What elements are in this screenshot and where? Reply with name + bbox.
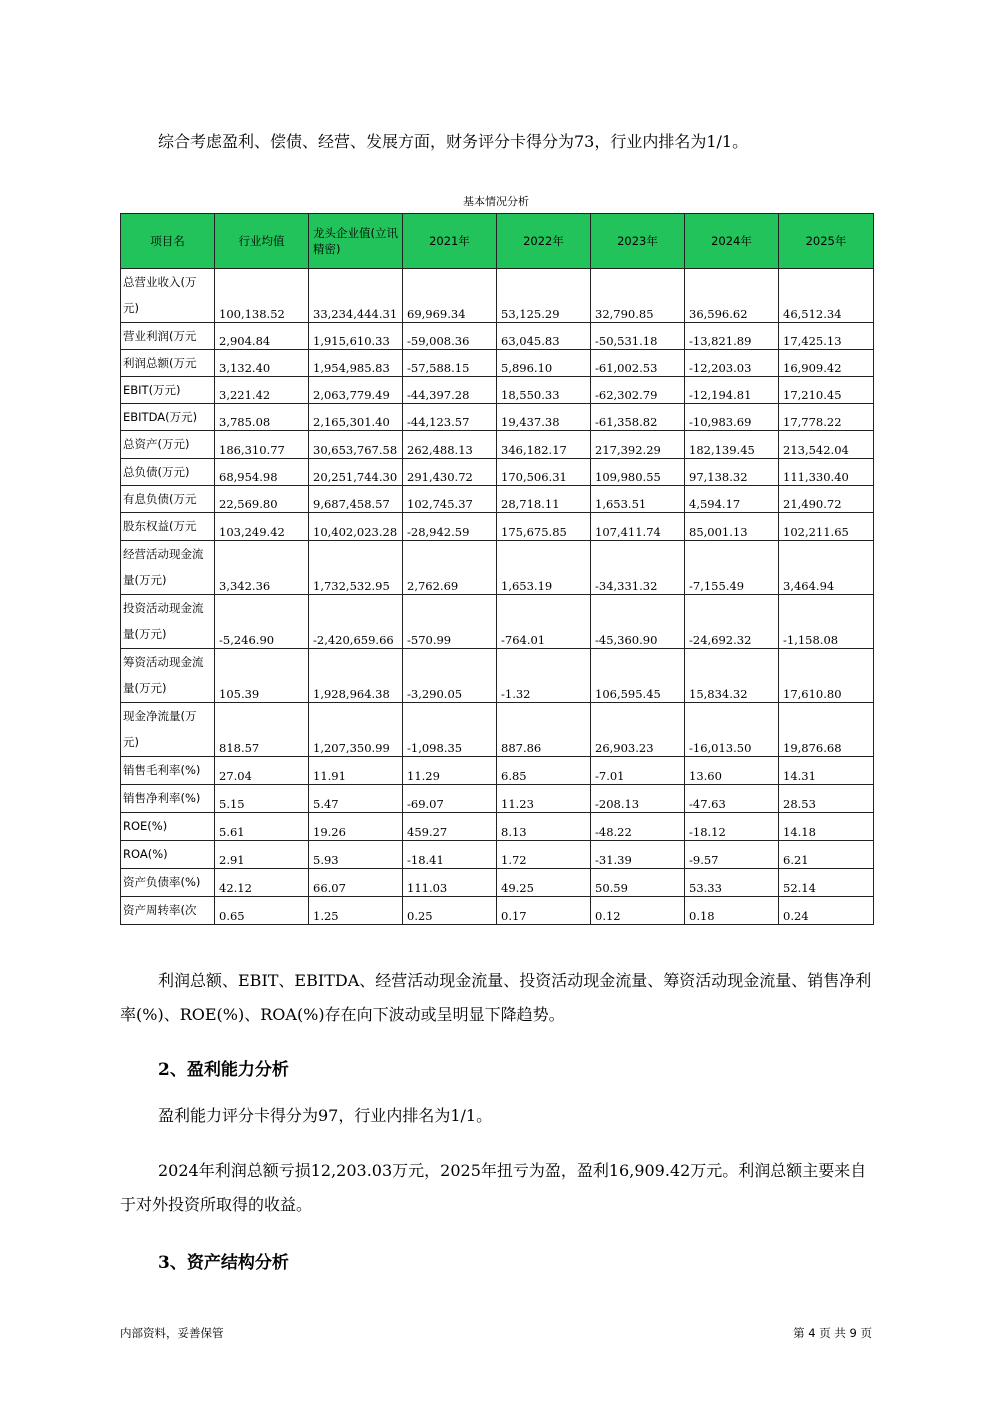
table-cell: -3,290.05 [403,649,497,703]
table-cell: 11.29 [403,757,497,785]
intro-paragraph: 综合考虑盈利、偿债、经营、发展方面，财务评分卡得分为73，行业内排名为1/1。 [158,132,749,151]
table-cell: 26,903.23 [591,703,685,757]
table-header-cell: 项目名 [121,214,215,269]
table-cell: 14.18 [779,813,874,841]
table-cell: 50.59 [591,869,685,897]
table-cell: 28,718.11 [497,486,591,513]
table-cell: 1,732,532.95 [309,541,403,595]
table-row [121,404,874,431]
table-cell: -61,002.53 [591,350,685,377]
table-row [121,869,874,897]
table-cell: 0.17 [497,897,591,925]
table-cell: -44,123.57 [403,404,497,431]
table-cell: -13,821.89 [685,323,779,350]
table-cell: 0.24 [779,897,874,925]
table-cell: 217,392.29 [591,431,685,459]
table-cell: -2,420,659.66 [309,595,403,649]
table-cell: 175,675.85 [497,513,591,541]
table-cell: -61,358.82 [591,404,685,431]
row-label: EBITDA(万元) [121,404,215,431]
table-cell: -62,302.79 [591,377,685,404]
table-row [121,459,874,486]
table-cell: 33,234,444.31 [309,269,403,323]
table-header-cell: 龙头企业值(立讯精密) [309,214,403,269]
table-cell: -570.99 [403,595,497,649]
row-label: 总营业收入(万元) [121,269,215,323]
table-cell: -34,331.32 [591,541,685,595]
section2-profit-paragraph: 2024年利润总额亏损12,203.03万元，2025年扭亏为盈，盈利16,909.42万元。利润总额主要来自于对外投资所取得的收益。 [120,1161,867,1214]
table-cell: 63,045.83 [497,323,591,350]
table-cell: 109,980.55 [591,459,685,486]
table-caption: 基本情况分析 [463,195,529,208]
table-cell: 18,550.33 [497,377,591,404]
table-cell: 17,210.45 [779,377,874,404]
table-cell: 107,411.74 [591,513,685,541]
table-cell: 14.31 [779,757,874,785]
table-cell: 459.27 [403,813,497,841]
trend-paragraph: 利润总额、EBIT、EBITDA、经营活动现金流量、投资活动现金流量、筹资活动现金流量、销售净利率(%)、ROE(%)、ROA(%)存在向下波动或呈明显下降趋势。 [120,971,872,1024]
table-cell: -45,360.90 [591,595,685,649]
table-cell: 2.91 [215,841,309,869]
table-cell: 5.15 [215,785,309,813]
table-cell: -5,246.90 [215,595,309,649]
table-cell: 262,488.13 [403,431,497,459]
table-cell: -57,588.15 [403,350,497,377]
section2-heading: 2、盈利能力分析 [158,1060,289,1080]
table-cell: -16,013.50 [685,703,779,757]
table-cell: 2,904.84 [215,323,309,350]
table-header-cell: 行业均值 [215,214,309,269]
table-row [121,897,874,925]
table-cell: -9.57 [685,841,779,869]
table-cell: 182,139.45 [685,431,779,459]
table-cell: 2,762.69 [403,541,497,595]
table-cell: -59,008.36 [403,323,497,350]
table-cell: 3,464.94 [779,541,874,595]
table-header-row [121,214,874,269]
table-cell: -764.01 [497,595,591,649]
table-cell: 52.14 [779,869,874,897]
table-cell: -50,531.18 [591,323,685,350]
table-cell: 97,138.32 [685,459,779,486]
table-cell: 32,790.85 [591,269,685,323]
table-cell: 0.18 [685,897,779,925]
table-row [121,595,874,649]
table-cell: 1,653.19 [497,541,591,595]
table-cell: -1,158.08 [779,595,874,649]
table-cell: -18.41 [403,841,497,869]
table-cell: 5,896.10 [497,350,591,377]
table-cell: 291,430.72 [403,459,497,486]
row-label: 销售毛利率(%) [121,757,215,785]
table-cell: 42.12 [215,869,309,897]
table-cell: -12,203.03 [685,350,779,377]
table-header-cell: 2023年 [591,214,685,269]
table-cell: 17,610.80 [779,649,874,703]
table-cell: 19.26 [309,813,403,841]
footer-confidential: 内部资料，妥善保管 [120,1326,224,1340]
row-label: 经营活动现金流量(万元) [121,541,215,595]
table-cell: 20,251,744.30 [309,459,403,486]
table-row [121,785,874,813]
table-cell: -31.39 [591,841,685,869]
table-cell: 13.60 [685,757,779,785]
row-label: 总负债(万元) [121,459,215,486]
table-header-cell: 2021年 [403,214,497,269]
row-label: 有息负债(万元 [121,486,215,513]
row-label: 现金净流量(万元) [121,703,215,757]
table-cell: 346,182.17 [497,431,591,459]
table-cell: 5.47 [309,785,403,813]
table-cell: 10,402,023.28 [309,513,403,541]
table-cell: 19,876.68 [779,703,874,757]
table-cell: 1,915,610.33 [309,323,403,350]
table-cell: -48.22 [591,813,685,841]
row-label: 资产负债率(%) [121,869,215,897]
table-row [121,841,874,869]
table-cell: 1,653.51 [591,486,685,513]
row-label: 总资产(万元) [121,431,215,459]
table-cell: 4,594.17 [685,486,779,513]
table-cell: -7.01 [591,757,685,785]
table-cell: 85,001.13 [685,513,779,541]
row-label: 销售净利率(%) [121,785,215,813]
table-cell: 6.85 [497,757,591,785]
row-label: 营业利润(万元 [121,323,215,350]
table-cell: 9,687,458.57 [309,486,403,513]
table-cell: -1.32 [497,649,591,703]
table-cell: 102,745.37 [403,486,497,513]
table-row [121,431,874,459]
row-label: 资产周转率(次 [121,897,215,925]
row-label: EBIT(万元) [121,377,215,404]
table-cell: 213,542.04 [779,431,874,459]
table-header-cell: 2025年 [779,214,874,269]
table-row [121,757,874,785]
table-cell: 22,569.80 [215,486,309,513]
table-cell: 17,425.13 [779,323,874,350]
table-row [121,541,874,595]
row-label: 投资活动现金流量(万元) [121,595,215,649]
table-cell: 1.72 [497,841,591,869]
table-cell: 17,778.22 [779,404,874,431]
row-label: ROE(%) [121,813,215,841]
table-cell: -44,397.28 [403,377,497,404]
table-cell: 53.33 [685,869,779,897]
table-cell: 0.65 [215,897,309,925]
table-row [121,486,874,513]
table-cell: 3,785.08 [215,404,309,431]
section2-score-paragraph: 盈利能力评分卡得分为97，行业内排名为1/1。 [158,1106,493,1125]
table-cell: 106,595.45 [591,649,685,703]
table-cell: 16,909.42 [779,350,874,377]
table-cell: -208.13 [591,785,685,813]
table-row [121,269,874,323]
table-header-cell: 2022年 [497,214,591,269]
table-row [121,323,874,350]
table-cell: 46,512.34 [779,269,874,323]
table-cell: 30,653,767.58 [309,431,403,459]
table-cell: 818.57 [215,703,309,757]
row-label: 筹资活动现金流量(万元) [121,649,215,703]
table-cell: -7,155.49 [685,541,779,595]
row-label: 股东权益(万元 [121,513,215,541]
table-cell: 111,330.40 [779,459,874,486]
table-cell: 2,165,301.40 [309,404,403,431]
table-cell: -10,983.69 [685,404,779,431]
table-cell: 0.25 [403,897,497,925]
table-cell: -24,692.32 [685,595,779,649]
table-cell: -12,194.81 [685,377,779,404]
table-cell: 105.39 [215,649,309,703]
table-cell: 1,928,964.38 [309,649,403,703]
table-cell: 66.07 [309,869,403,897]
table-cell: 1,954,985.83 [309,350,403,377]
table-cell: 53,125.29 [497,269,591,323]
table-row [121,813,874,841]
table-cell: 5.93 [309,841,403,869]
table-cell: 6.21 [779,841,874,869]
table-cell: -47.63 [685,785,779,813]
table-row [121,513,874,541]
table-cell: 68,954.98 [215,459,309,486]
table-cell: 21,490.72 [779,486,874,513]
basic-analysis-table [120,213,874,925]
table-cell: 49.25 [497,869,591,897]
table-cell: 11.91 [309,757,403,785]
section3-heading: 3、资产结构分析 [158,1253,289,1273]
table-cell: 186,310.77 [215,431,309,459]
table-row [121,703,874,757]
table-cell: 100,138.52 [215,269,309,323]
table-cell: 887.86 [497,703,591,757]
table-cell: -69.07 [403,785,497,813]
table-cell: 27.04 [215,757,309,785]
table-cell: 69,969.34 [403,269,497,323]
table-cell: 19,437.38 [497,404,591,431]
table-cell: 2,063,779.49 [309,377,403,404]
row-label: ROA(%) [121,841,215,869]
table-row [121,377,874,404]
table-cell: 3,221.42 [215,377,309,404]
table-cell: 111.03 [403,869,497,897]
table-cell: 15,834.32 [685,649,779,703]
table-cell: -1,098.35 [403,703,497,757]
table-cell: 0.12 [591,897,685,925]
table-cell: 103,249.42 [215,513,309,541]
table-cell: 102,211.65 [779,513,874,541]
table-header-cell: 2024年 [685,214,779,269]
table-row [121,649,874,703]
table-cell: 11.23 [497,785,591,813]
table-cell: 28.53 [779,785,874,813]
table-cell: -28,942.59 [403,513,497,541]
table-cell: 3,342.36 [215,541,309,595]
table-cell: -18.12 [685,813,779,841]
table-cell: 3,132.40 [215,350,309,377]
table-cell: 8.13 [497,813,591,841]
table-cell: 170,506.31 [497,459,591,486]
table-cell: 5.61 [215,813,309,841]
table-cell: 36,596.62 [685,269,779,323]
table-cell: 1.25 [309,897,403,925]
table-cell: 1,207,350.99 [309,703,403,757]
table-row [121,350,874,377]
footer-page-number: 第 4 页 共 9 页 [793,1326,872,1340]
row-label: 利润总额(万元 [121,350,215,377]
